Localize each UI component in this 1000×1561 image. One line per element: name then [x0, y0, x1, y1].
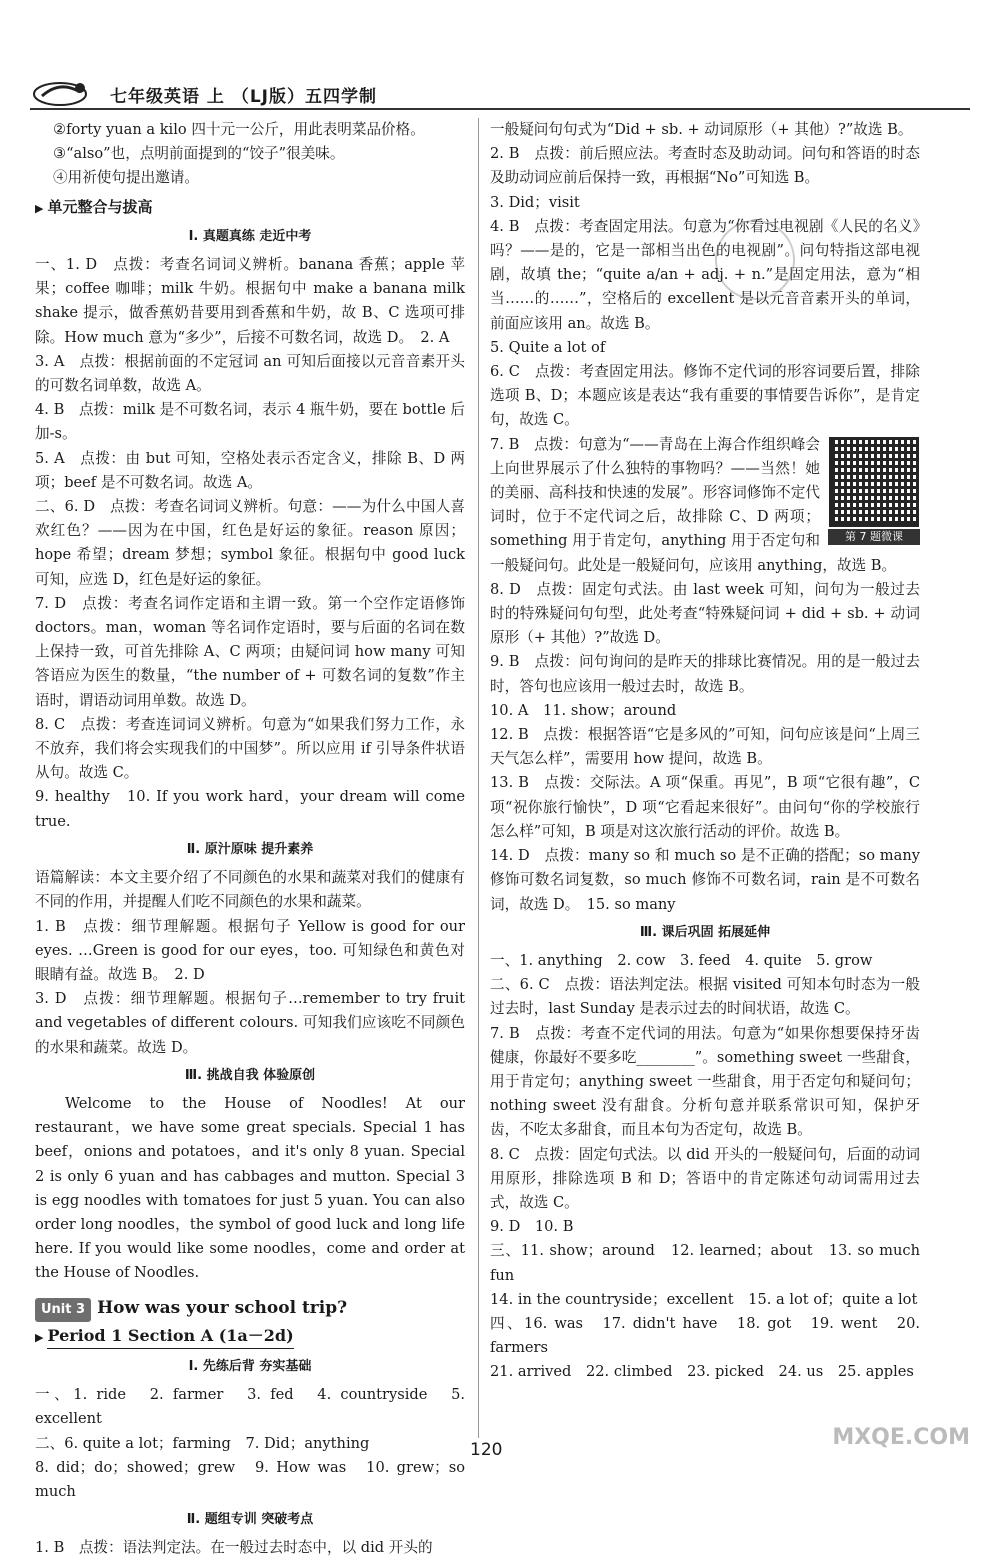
answer-item: 9. D 10. B [490, 1218, 574, 1236]
subsection-heading: Ⅲ. 挑战自我 体验原创 [184, 1067, 316, 1083]
right-column [490, 118, 920, 1385]
page-header [30, 76, 970, 112]
qr-caption: 第 7 题微课 [828, 529, 920, 545]
answer-item: 7. D 点拨：考查名词作定语和主谓一致。第一个空作定语修饰 doctors。man，woman 等名词作定语时，要与后面的名词在数上保持一致，可首先排除 A、C 两项；由疑问词 how many 可知答语应为医生的数量，“the number of + 可数名词的复数”作主语时，谓语动词用单数。故选 D。 [35, 594, 465, 709]
answer-item: 8. did；do；showed；grew 9. How was 10. grew；so much [35, 1458, 465, 1500]
answer-item: 一、1. ride 2. farmer 3. fed 4. countryside 5. excellent [35, 1386, 465, 1428]
answer-item: 5. A 点拨：由 but 可知，空格处表示否定含义，排除 B、D 两项；beef 是不可数名词。故选 A。 [35, 449, 465, 491]
header-rule [30, 108, 970, 110]
subsection-heading: Ⅰ. 先练后背 夯实基础 [188, 1358, 312, 1374]
answer-item: 13. B 点拨：交际法。A 项“保重。再见”，B 项“它很有趣”，C 项“祝你旅行愉快”，D 项“它看起来很好”。由问句“你的学校旅行怎么样”可知，B 项是对这次旅行活动的评价。故选 B。 [490, 774, 920, 840]
site-watermark: MXQE.COM [832, 1425, 970, 1450]
answer-item: 12. B 点拨：根据答语“它是多风的”可知，问句应该是问“上周三天气怎么样”，需要用 how 提问，故选 B。 [490, 726, 920, 768]
writing-sample: Welcome to the House of Noodles! At our restaurant，we have some great specials. Special 1 has beef，onions and potatoes，and it's only 8 yuan. Special 2 is only 6 yuan and has cabbages and mutton. Special 3 is egg noodles with tomatoes for just 5 yuan. You can also order long noodles，the symbol of good luck and long life here. If you would like some noodles，come and order at the House of Noodles. [35, 1094, 465, 1282]
left-column [35, 118, 465, 1561]
answer-item: 2. B 点拨：前后照应法。考查时态及助动词。问句和答语的时态及助动词应前后保持一致，再根据“No”可知选 B。 [490, 145, 920, 187]
triangle-icon: ▶ [35, 1330, 44, 1344]
subsection-heading: Ⅰ. 真题真练 走近中考 [188, 228, 312, 244]
answer-item: 14. D 点拨：many so 和 much so 是不正确的搭配；so many 修饰可数名词复数，so much 修饰不可数名词，rain 是不可数名词，故选 D。 15. so many [490, 847, 920, 913]
page-title: 七年级英语 上 （LJ版）五四学制 [110, 87, 377, 107]
answer-item: 1. B 点拨：语法判定法。在一般过去时态中，以 did 开头的 [35, 1539, 433, 1557]
answer-item: 3. D 点拨：细节理解题。根据句子…remember to try fruit and vegetables of different colours. 可知我们应该吃不同颜色的水果和蔬菜。故选 D。 [35, 990, 465, 1056]
answer-item: 3. A 点拨：根据前面的不定冠词 an 可知后面接以元音音素开头的可数名词单数，故选 A。 [35, 352, 465, 395]
section-heading: ▶ 单元整合与拔高 [35, 197, 153, 216]
answer-item: 21. arrived 22. climbed 23. picked 24. us 25. apples [490, 1363, 914, 1381]
answer-item: 7. B 点拨：句意为“——青岛在上海合作组织峰会上向世界展示了什么独特的事物吗？——当然！她的美丽、高科技和快速的发展”。形容词修饰不定代词时，位于不定代词之后，故排除 C、D 两项；something 用于肯定句，anything 用于否定句和一般疑问句。此处是一般疑问句，应该用 anything，故选 B。 [490, 435, 897, 574]
answer-item: 6. C 点拨：考查固定用法。修饰不定代词的形容词要后置，排除选项 B、D；本题应该是表达“我有重要的事情要告诉你”，是肯定句，故选 C。 [490, 363, 920, 429]
qr-code-icon[interactable] [829, 437, 919, 527]
period-heading: ▶ Period 1 Section A (1a－2d) [35, 1324, 465, 1351]
qr-block[interactable] [828, 437, 920, 545]
answer-item: 四、16. was 17. didn't have 18. got 19. went 20. farmers [490, 1314, 920, 1357]
subsection-heading: Ⅱ. 题组专训 突破考点 [186, 1512, 314, 1528]
answer-item: 一、1. anything 2. cow 3. feed 4. quite 5. grow [490, 951, 873, 969]
answer-item: 3. Did；visit [490, 193, 580, 211]
answer-item: 7. B 点拨：考查不定代词的用法。句意为“如果你想要保持牙齿健康，你最好不要多吃________”。something sweet 一些甜食，用于肯定句；anything sweet 一些甜食，用于否定句和疑问句；nothing sweet 没有甜食。分析句意并联系常识可知，保护牙齿，不吃太多甜食，而且本句为否定句，故选 B。 [490, 1024, 920, 1139]
column-divider [478, 118, 479, 1438]
answer-item: 5. Quite a lot of [490, 338, 606, 356]
answer-item: 一、1. D 点拨：考查名词词义辨析。banana 香蕉；apple 苹果；coffee 咖啡；milk 牛奶。根据句中 make a banana milk shake 提示，做香蕉奶昔要用到香蕉和牛奶，故 B、C 选项可排除。How much 意为“多少”，后接不可数名词，故选 D。 2. A [35, 256, 465, 346]
answer-item: 语篇解读：本文主要介绍了不同颜色的水果和蔬菜对我们的健康有不同的作用，并提醒人们吃不同颜色的水果和蔬菜。 [35, 869, 465, 911]
intro-line: ③“also”也，点明前面提到的“饺子”很美味。 [53, 145, 345, 163]
page-number: 120 [470, 1440, 503, 1460]
subsection-heading: Ⅱ. 原汁原味 提升素养 [186, 841, 314, 857]
answer-item: 二、6. D 点拨：考查名词词义辨析。句意：——为什么中国人喜欢红色？——因为在中国，红色是好运的象征。reason 原因；hope 希望；dream 梦想；symbol 象征。根据句中 good luck 可知，应选 D，红色是好运的象征。 [35, 498, 465, 588]
answer-item: 9. healthy 10. If you work hard，your dream will come true. [35, 788, 465, 830]
answer-item: 1. B 点拨：细节理解题。根据句子 Yellow is good for our eyes. …Green is good for our eyes，too. 可知绿色和黄色对眼睛有益。故选 B。 2. D [35, 917, 465, 983]
answer-item: 8. C 点拨：固定句式法。以 did 开头的一般疑问句，后面的动词用原形，排除选项 B 和 D；答语中的肯定陈述句动词需用过去式，故选 C。 [490, 1145, 920, 1211]
answer-item: 二、6. quite a lot；farming 7. Did；anything [35, 1434, 370, 1452]
answer-item: 8. C 点拨：考查连词词义辨析。句意为“如果我们努力工作，永不放弃，我们将会实现我们的中国梦”。所以应用 if 引导条件状语从句。故选 C。 [35, 715, 465, 782]
intro-line: ④用祈使句提出邀请。 [53, 169, 199, 187]
answer-item: 14. in the countryside；excellent 15. a lot of；quite a lot [490, 1290, 918, 1308]
answer-item: 二、6. C 点拨：语法判定法。根据 visited 可知本句时态为一般过去时，last Sunday 是表示过去的时间状语，故选 C。 [490, 976, 920, 1018]
brand-logo [30, 78, 100, 108]
unit-badge: Unit 3 [35, 1298, 91, 1322]
intro-line: ②forty yuan a kilo 四十元一公斤，用此表明菜品价格。 [53, 121, 425, 138]
answer-item: 一般疑问句句式为“Did + sb. + 动词原形（+ 其他）?”故选 B。 [490, 121, 913, 138]
unit-heading [35, 1296, 465, 1322]
answer-item: 4. B 点拨：考查固定用法。句意为“你看过电视剧《人民的名义》吗？——是的，它是一部相当出色的电视剧”。问句特指这部电视剧，故填 the；“quite a/an + adj. + n.”是固定用法，意为“相当……的……”，空格后的 excellent 是以元音音素开头的单词，前面应该用 an。故选 B。 [490, 217, 920, 332]
answer-item: 三、11. show；around 12. learned；about 13. so much fun [490, 1242, 920, 1284]
answer-item: 8. D 点拨：固定句式法。由 last week 可知，问句为一般过去时的特殊疑问句句型，此处考查“特殊疑问词 + did + sb. + 动词原形（+ 其他）?”故选 D。 [490, 580, 920, 647]
unit-title: How was your school trip? [97, 1297, 348, 1318]
triangle-icon: ▶ [35, 201, 44, 215]
answer-item: 4. B 点拨：milk 是不可数名词，表示 4 瓶牛奶，要在 bottle 后加-s。 [35, 401, 465, 443]
subsection-heading: Ⅲ. 课后巩固 拓展延伸 [639, 924, 771, 940]
answer-item: 9. B 点拨：问句询问的是昨天的排球比赛情况。用的是一般过去时，答句也应该用一般过去时，故选 B。 [490, 653, 920, 695]
answer-item: 10. A 11. show；around [490, 701, 677, 719]
